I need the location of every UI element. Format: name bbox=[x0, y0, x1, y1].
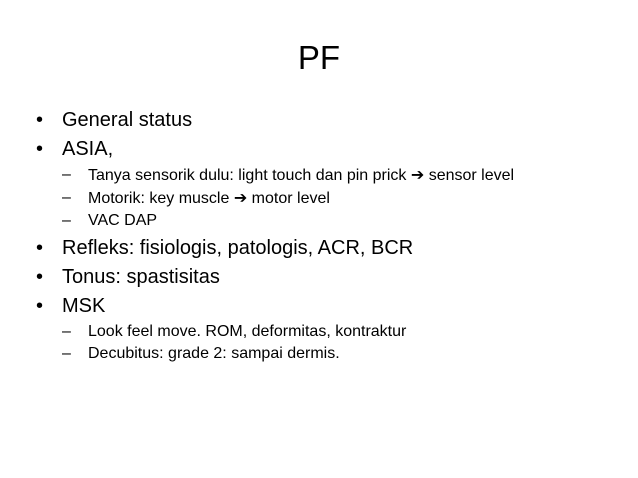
sub-bullet-sensorik bbox=[62, 166, 568, 185]
arrow-right-icon: ➔ bbox=[233, 188, 248, 207]
sub-bullet-decubitus bbox=[62, 345, 568, 363]
bullet-marker: • bbox=[36, 138, 44, 160]
bullet-refleks bbox=[36, 236, 606, 261]
sub-bullet-text-post: sensor level bbox=[424, 167, 515, 184]
sub-bullet-marker: – bbox=[62, 323, 71, 340]
sub-bullet-text-pre: Tanya sensorik dulu: light touch dan pin prick bbox=[88, 167, 411, 184]
asia-sub-list bbox=[36, 166, 606, 230]
bullet-text: ASIA, bbox=[62, 138, 114, 160]
sub-bullet-motorik bbox=[62, 189, 568, 208]
slide-body bbox=[36, 108, 606, 369]
sub-bullet-text: Look feel move. ROM, deformitas, kontraktur bbox=[88, 323, 407, 340]
sub-bullet-look-feel-move bbox=[62, 323, 568, 341]
bullet-marker: • bbox=[36, 295, 44, 317]
bullet-text: MSK bbox=[62, 295, 106, 317]
bullet-msk bbox=[36, 294, 606, 319]
bullet-text: Refleks: fisiologis, patologis, ACR, BCR bbox=[62, 237, 414, 259]
sub-bullet-text: VAC DAP bbox=[88, 212, 158, 229]
bullet-text: Tonus: spastisitas bbox=[62, 266, 220, 288]
bullet-general-status bbox=[36, 108, 606, 133]
bullet-marker: • bbox=[36, 266, 44, 288]
msk-sub-list bbox=[36, 323, 606, 363]
sub-bullet-marker: – bbox=[62, 189, 71, 206]
sub-bullet-marker: – bbox=[62, 166, 71, 183]
sub-bullet-text: Decubitus: grade 2: sampai dermis. bbox=[88, 345, 340, 362]
bullet-text: General status bbox=[62, 109, 193, 131]
bullet-tonus bbox=[36, 265, 606, 290]
bullet-asia bbox=[36, 137, 606, 162]
sub-bullet-vac-dap bbox=[62, 212, 568, 230]
sub-bullet-marker: – bbox=[62, 212, 71, 229]
sub-bullet-text-pre: Motorik: key muscle bbox=[88, 190, 234, 207]
slide-title: PF bbox=[297, 39, 341, 76]
sub-bullet-text-post: motor level bbox=[247, 190, 330, 207]
bullet-marker: • bbox=[36, 237, 44, 259]
arrow-right-icon: ➔ bbox=[410, 165, 425, 184]
sub-bullet-marker: – bbox=[62, 345, 71, 362]
bullet-marker: • bbox=[36, 109, 44, 131]
